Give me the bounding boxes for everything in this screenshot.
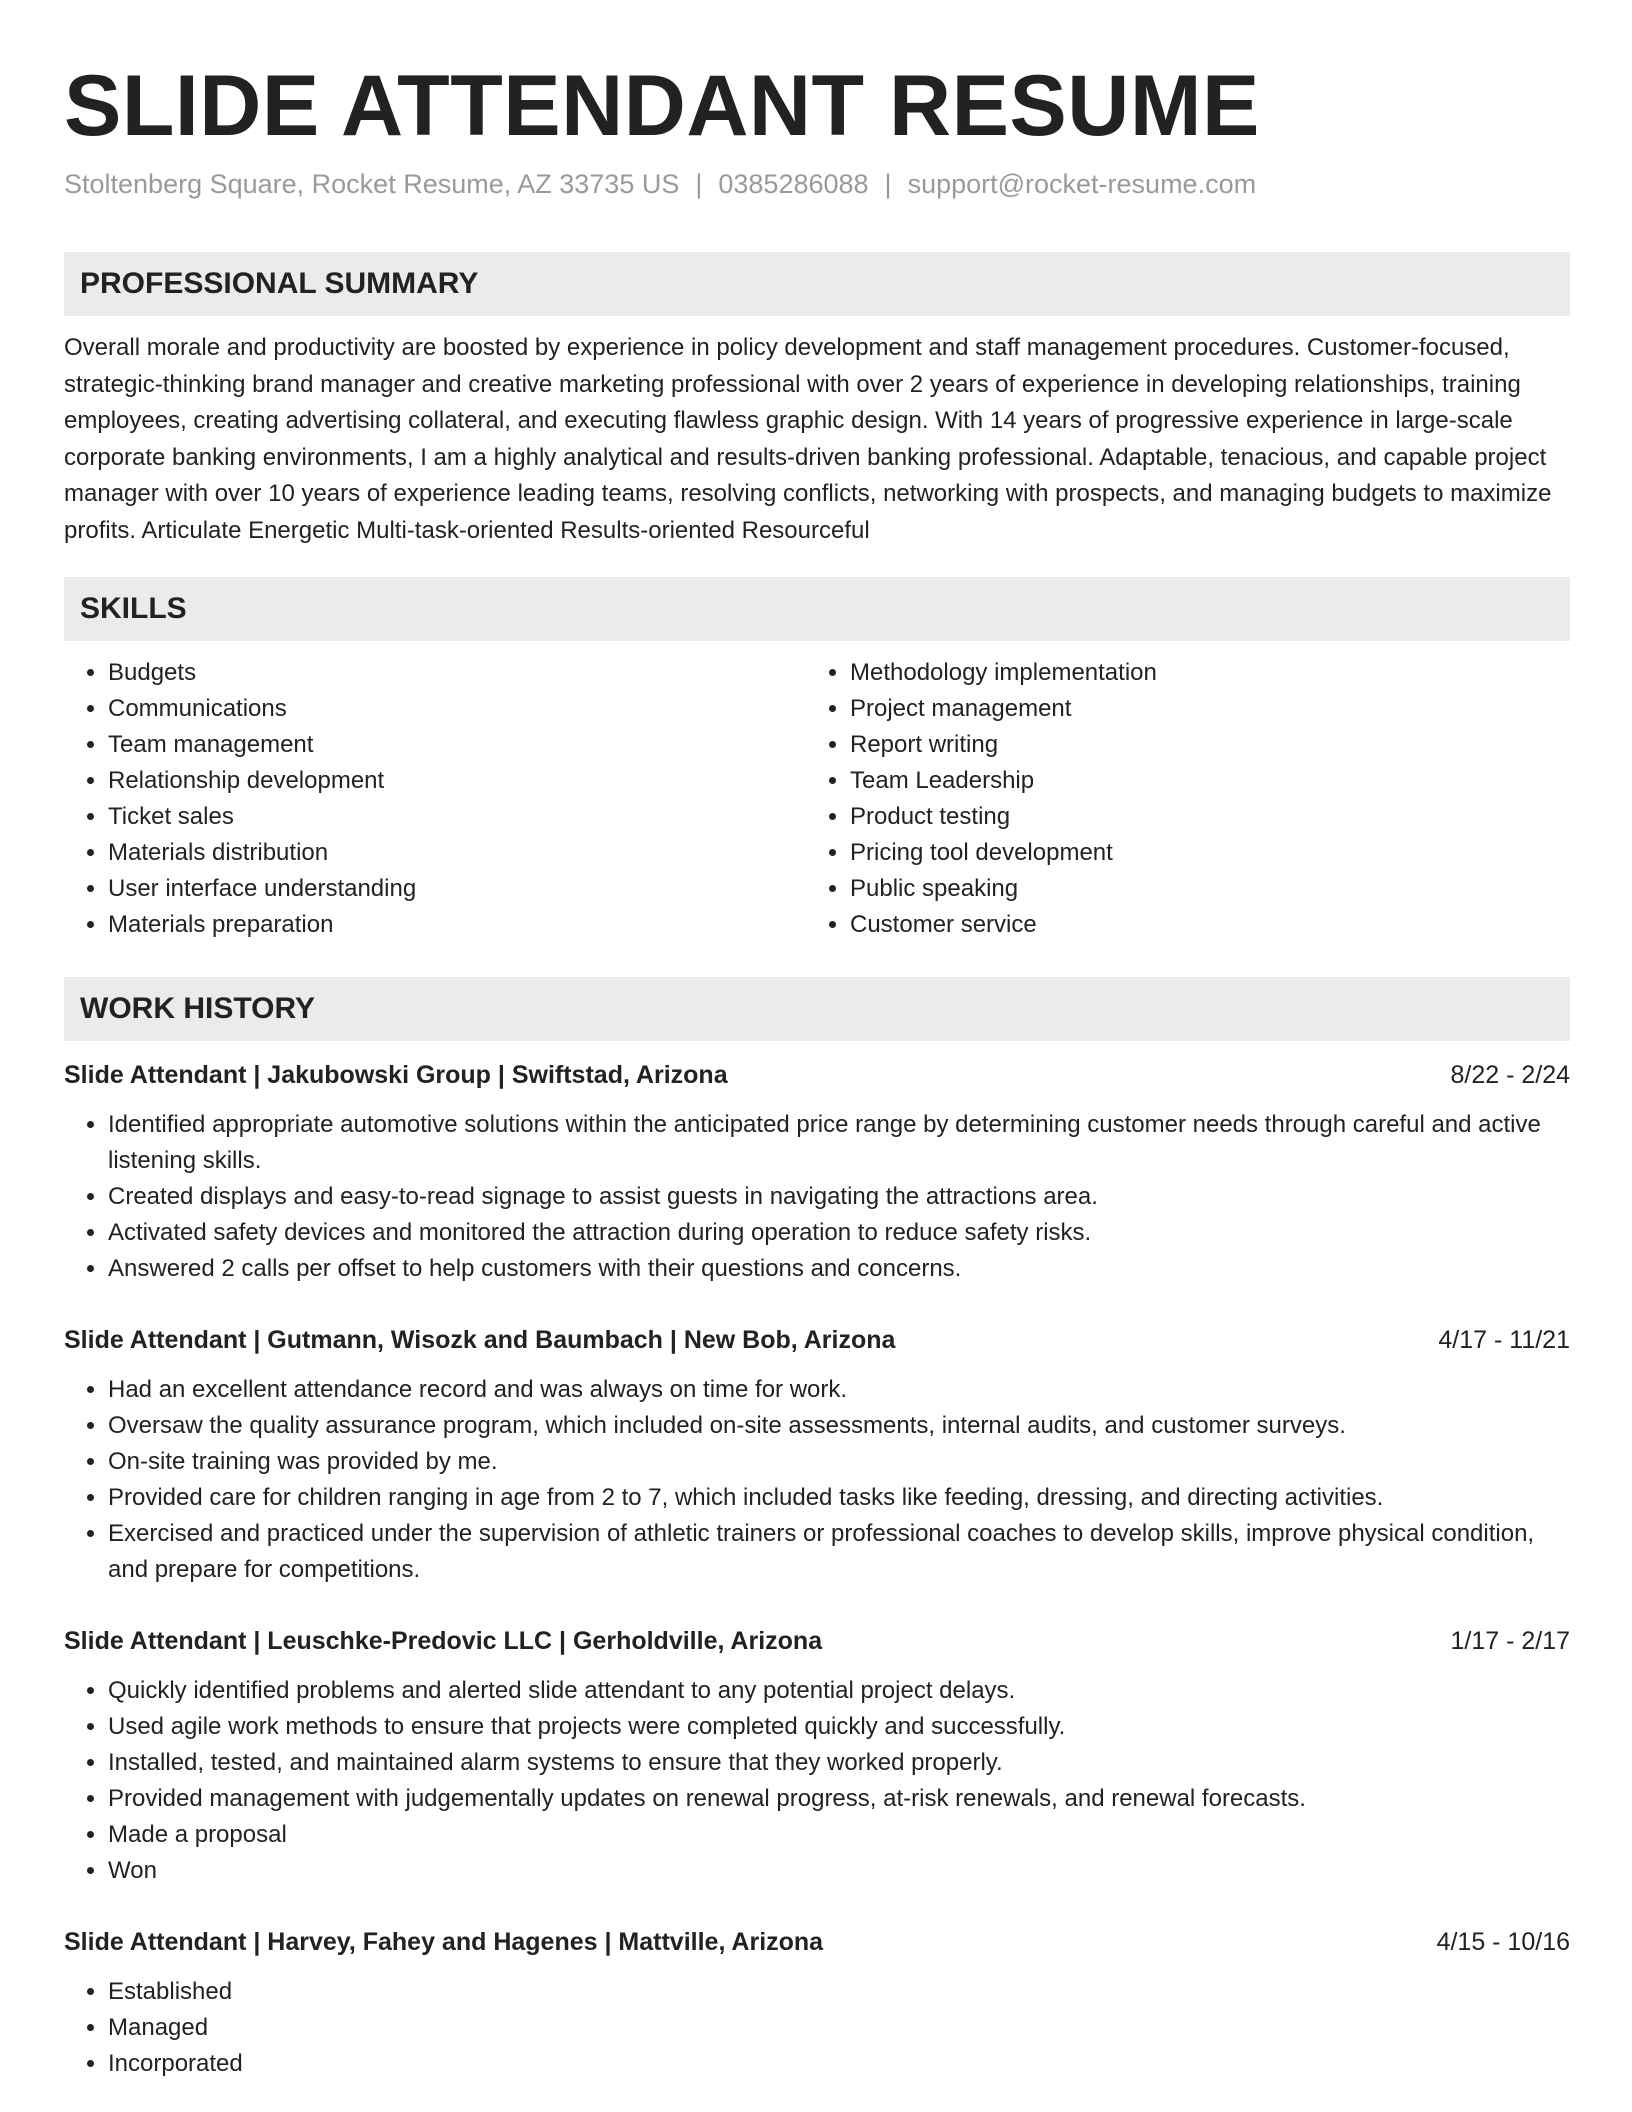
job-header	[64, 1623, 1570, 1659]
job-bullet: • Provided care for children ranging in age from 2 to 7, which included tasks like feeding, dressing, and directing activities.	[108, 1480, 1570, 1516]
job-bullets	[64, 1372, 1570, 1588]
skill-item: • User interface understanding	[108, 871, 806, 907]
skill-item: • Customer service	[850, 907, 1548, 943]
skill-item: • Methodology implementation	[850, 655, 1548, 691]
contact-line	[64, 166, 1570, 202]
contact-phone: 0385286088	[718, 169, 869, 199]
contact-address: Stoltenberg Square, Rocket Resume, AZ 33735 US	[64, 169, 680, 199]
job-title: Slide Attendant | Jakubowski Group | Swiftstad, Arizona	[64, 1061, 728, 1089]
job-bullet: • Answered 2 calls per offset to help customers with their questions and concerns.	[108, 1251, 1570, 1287]
professional-summary-text: Overall morale and productivity are boosted by experience in policy development and staff management procedures. Customer-focused, strategic-thinking brand manager and creative marketing professional with over 2 years of experience in developing relationships, training employees, creating advertising collateral, and executing flawless graphic design. With 14 years of progressive experience in large-scale corporate banking environments, I am a highly analytical and results-driven banking professional. Adaptable, tenacious, and capable project manager with over 10 years of experience leading teams, resolving conflicts, networking with prospects, and managing budgets to maximize profits. Articulate Energetic Multi-task-oriented Results-oriented Resourceful	[64, 334, 1552, 544]
job-bullet: • Identified appropriate automotive solutions within the anticipated price range by determining customer needs through careful and active listening skills.	[108, 1107, 1570, 1179]
contact-email: support@rocket-resume.com	[907, 169, 1257, 199]
job-dates: 4/15 - 10/16	[1436, 1928, 1570, 1956]
job-bullets	[64, 1673, 1570, 1889]
job-bullet: • On-site training was provided by me.	[108, 1444, 1570, 1480]
job-bullet: • Provided management with judgementally updates on renewal progress, at-risk renewals, and renewal forecasts.	[108, 1781, 1570, 1817]
job-bullet: • Activated safety devices and monitored the attraction during operation to reduce safety risks.	[108, 1215, 1570, 1251]
job-bullet: • Installed, tested, and maintained alarm systems to ensure that they worked properly.	[108, 1745, 1570, 1781]
job-entry	[64, 1057, 1570, 1287]
skill-item: • Materials distribution	[108, 835, 806, 871]
skill-item: • Project management	[850, 691, 1548, 727]
resume-title: SLIDE ATTENDANT RESUME	[64, 58, 1260, 154]
skill-item: • Materials preparation	[108, 907, 806, 943]
job-bullet: • Had an excellent attendance record and was always on time for work.	[108, 1372, 1570, 1408]
job-header	[64, 1322, 1570, 1358]
skills-column-right	[806, 655, 1548, 943]
job-bullet: • Managed	[108, 2010, 1570, 2046]
job-dates: 8/22 - 2/24	[1450, 1061, 1570, 1089]
job-dates: 4/17 - 11/21	[1438, 1326, 1570, 1354]
contact-separator: |	[884, 169, 892, 199]
skills-column-left	[64, 655, 806, 943]
job-bullets	[64, 1107, 1570, 1287]
skill-item: • Pricing tool development	[850, 835, 1548, 871]
skill-item: • Budgets	[108, 655, 806, 691]
job-bullet: • Won	[108, 1853, 1570, 1889]
job-bullets	[64, 1974, 1570, 2082]
skill-item: • Team management	[108, 727, 806, 763]
job-title: Slide Attendant | Harvey, Fahey and Hagenes | Mattville, Arizona	[64, 1928, 824, 1956]
job-entry	[64, 1623, 1570, 1889]
job-header	[64, 1924, 1570, 1960]
skill-item: • Relationship development	[108, 763, 806, 799]
job-bullet: • Exercised and practiced under the supervision of athletic trainers or professional coaches to develop skills, improve physical condition, and prepare for competitions.	[108, 1516, 1570, 1588]
job-bullet: • Oversaw the quality assurance program, which included on-site assessments, internal audits, and customer surveys.	[108, 1408, 1570, 1444]
professional-summary-heading: PROFESSIONAL SUMMARY	[64, 252, 1570, 316]
job-dates: 1/17 - 2/17	[1450, 1627, 1570, 1655]
job-bullet: • Incorporated	[108, 2046, 1570, 2082]
contact-separator: |	[695, 169, 703, 199]
skill-item: • Product testing	[850, 799, 1548, 835]
job-bullet: • Quickly identified problems and alerted slide attendant to any potential project delays.	[108, 1673, 1570, 1709]
job-bullet: • Created displays and easy-to-read signage to assist guests in navigating the attractions area.	[108, 1179, 1570, 1215]
skill-item: • Public speaking	[850, 871, 1548, 907]
job-bullet: • Used agile work methods to ensure that projects were completed quickly and successfully.	[108, 1709, 1570, 1745]
job-title: Slide Attendant | Leuschke-Predovic LLC | Gerholdville, Arizona	[64, 1627, 823, 1655]
job-entry	[64, 1924, 1570, 2082]
skill-item: • Ticket sales	[108, 799, 806, 835]
job-bullet: • Established	[108, 1974, 1570, 2010]
job-title: Slide Attendant | Gutmann, Wisozk and Baumbach | New Bob, Arizona	[64, 1326, 896, 1354]
job-bullet: • Made a proposal	[108, 1817, 1570, 1853]
job-header	[64, 1057, 1570, 1093]
skills-list	[64, 655, 1570, 943]
skill-item: • Report writing	[850, 727, 1548, 763]
job-entry	[64, 1322, 1570, 1588]
work-history-heading: WORK HISTORY	[64, 977, 1570, 1041]
skill-item: • Team Leadership	[850, 763, 1548, 799]
skill-item: • Communications	[108, 691, 806, 727]
skills-heading: SKILLS	[64, 577, 1570, 641]
resume-page	[64, 56, 1570, 2082]
